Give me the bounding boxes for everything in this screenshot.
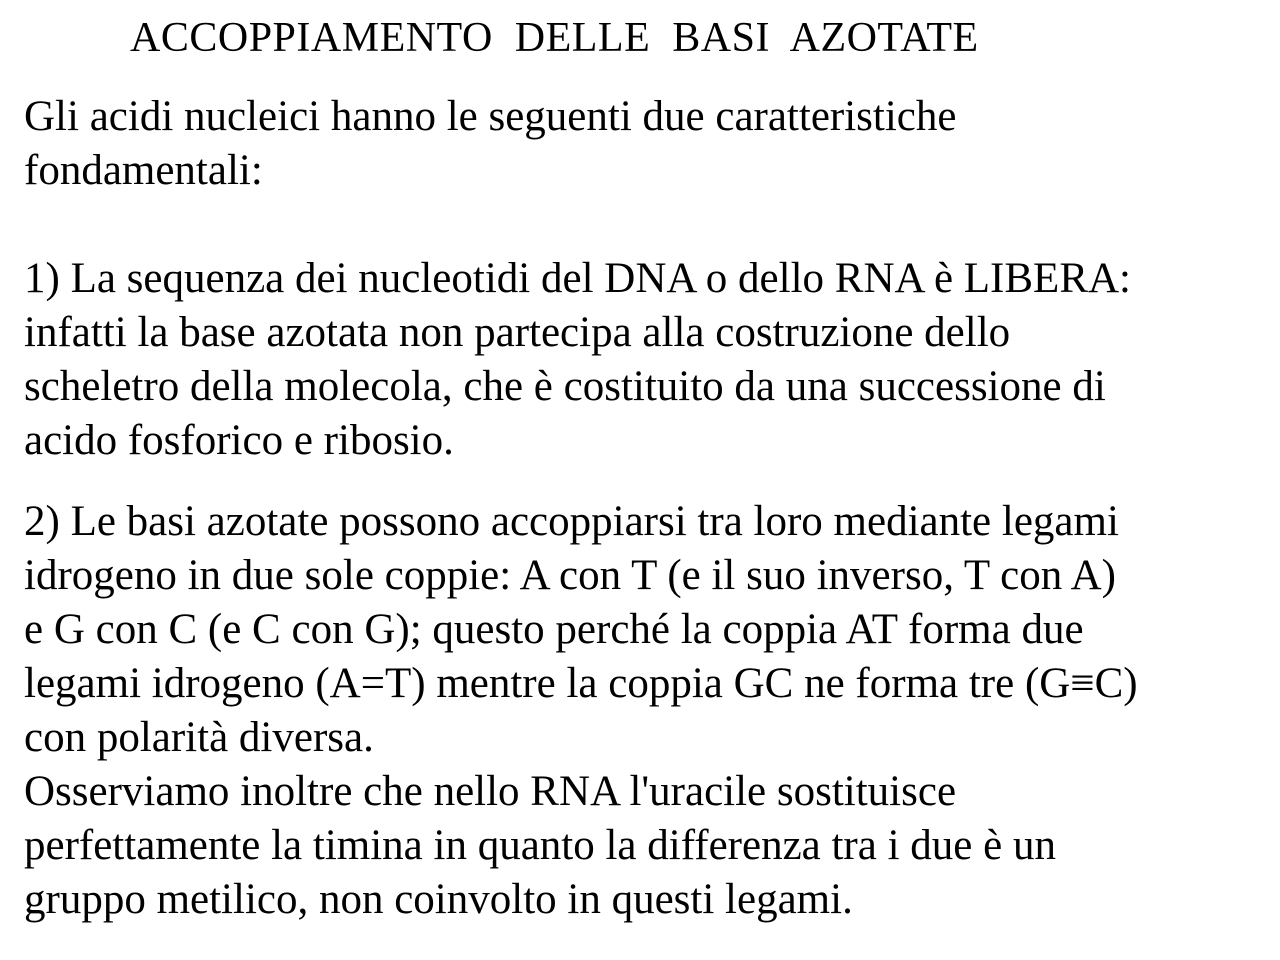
text-line: acido fosforico e ribosio. [24,417,454,464]
point-1-paragraph [24,252,1274,468]
text-line: Gli acidi nucleici hanno le seguenti due caratteristiche [24,93,957,140]
intro-paragraph [24,90,1274,198]
text-line: 2) Le basi azotate possono accoppiarsi tra loro mediante legami [24,498,1119,545]
text-line: e G con C (e C con G); questo perché la coppia AT forma due [24,606,1084,653]
text-line: perfettamente la timina in quanto la differenza tra i due è un [24,822,1056,869]
text-line: con polarità diversa. [24,714,374,761]
text-line: idrogeno in due sole coppie: A con T (e il suo inverso, T con A) [24,552,1116,599]
slide-title: ACCOPPIAMENTO DELLE BASI AZOTATE [130,15,979,61]
text-line: gruppo metilico, non coinvolto in questi legami. [24,876,853,923]
text-line: Osserviamo inoltre che nello RNA l'uracile sostituisce [24,768,957,815]
text-line: infatti la base azotata non partecipa alla costruzione dello [24,309,1011,356]
text-line: 1) La sequenza dei nucleotidi del DNA o dello RNA è LIBERA: [24,255,1131,302]
text-line: fondamentali: [24,147,263,194]
text-line: scheletro della molecola, che è costituito da una successione di [24,363,1106,410]
point-2-paragraph [24,495,1274,927]
text-line: legami idrogeno (A=T) mentre la coppia GC ne forma tre (G≡C) [24,660,1138,707]
